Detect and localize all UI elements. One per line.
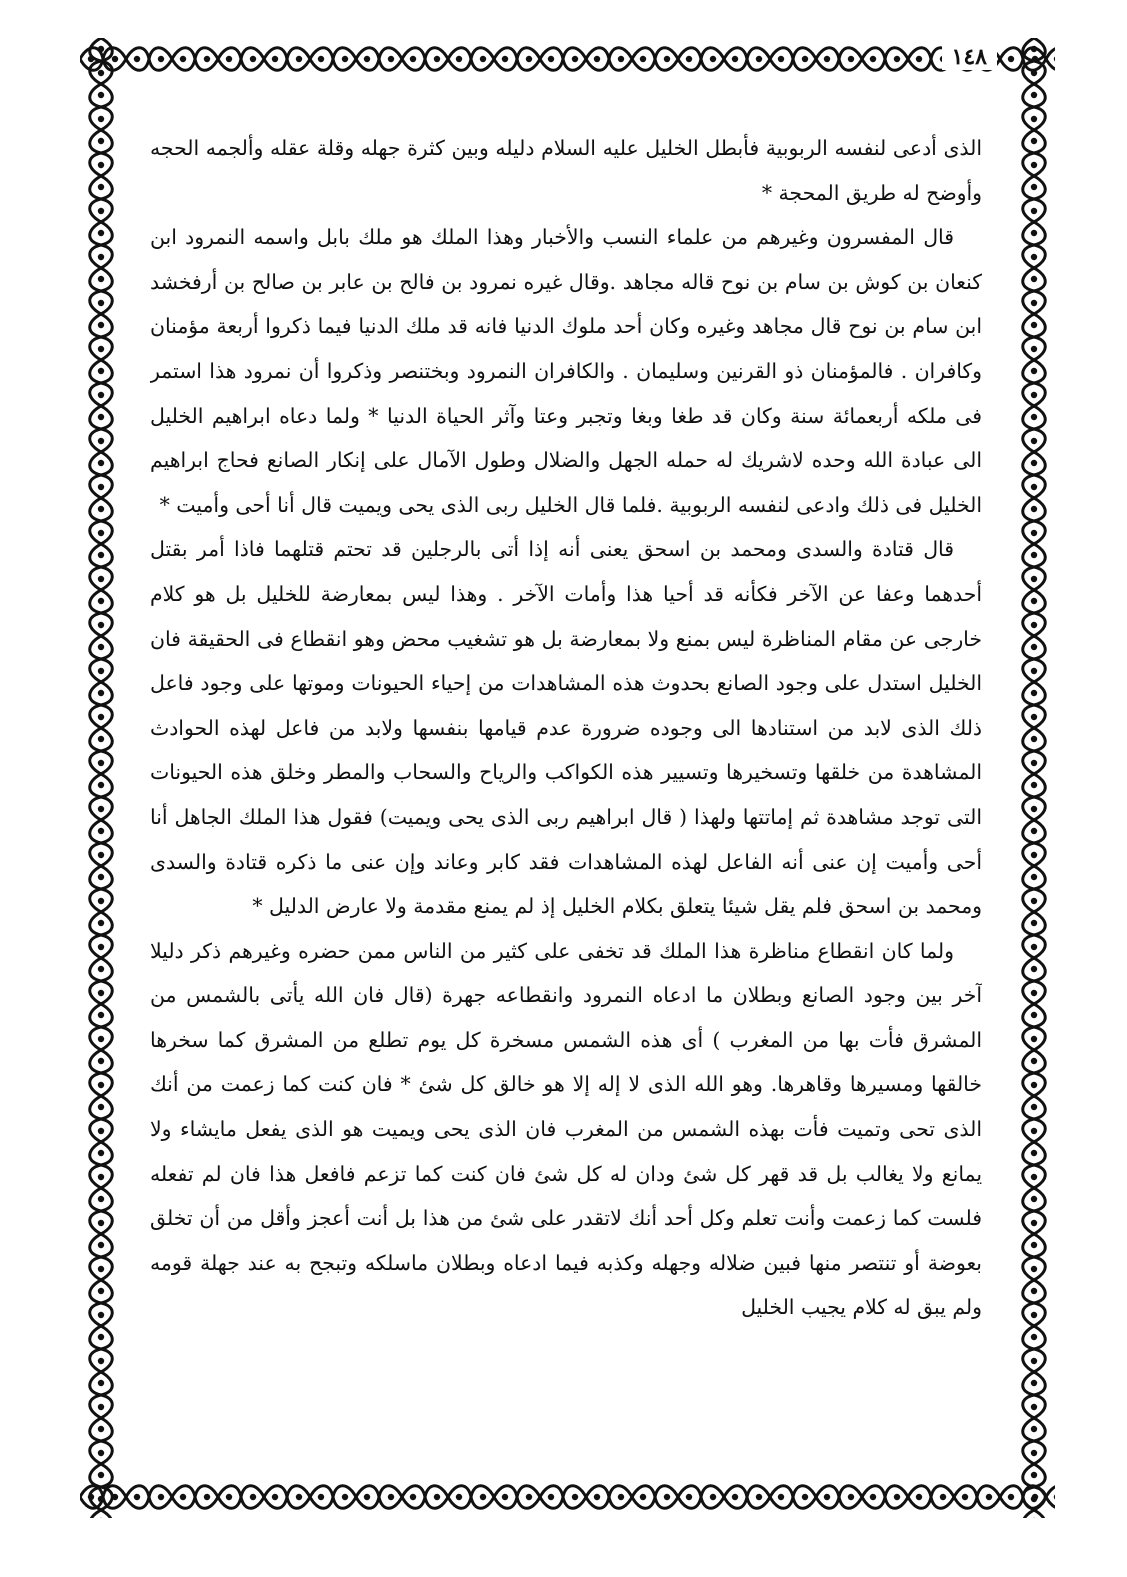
ornamental-border-right <box>1013 38 1055 1518</box>
page-body <box>150 126 982 1466</box>
paragraph: الذى أدعى لنفسه الربوبية فأبطل الخليل عليه السلام دليله وبين كثرة جهله وقلة عقله وألجمه الحجه وأوضح له طريق المحجة * <box>150 136 982 205</box>
ornamental-border-bottom <box>80 1476 1055 1518</box>
paragraph: قال قتادة والسدى ومحمد بن اسحق يعنى أنه إذا أتى بالرجلين قد تحتم قتلهما فاذا أمر بقتل أحدهما وعفا عن الآخر فكأنه قد أحيا هذا وأمات الآخر . وهذا ليس بمعارضة للخليل بل هو كلام خارجى عن مقام المناظرة ليس بمنع ولا بمعارضة بل هو تشغيب محض وهو انقطاع فى الحقيقة فان الخليل استدل على وجود الصانع بحدوث هذه المشاهدات من إحياء الحيونات وموتها على وجود فاعل ذلك الذى لابد من استنادها الى وجوده ضرورة عدم قيامها بنفسها ولابد من فاعل لهذه الحوادث المشاهدة من خلقها وتسخيرها وتسيير هذه الكواكب والرياح والسحاب والمطر وخلق هذه الحيونات التى توجد مشاهدة ثم إماتتها ولهذا ( قال ابراهيم ربى الذى يحى ويميت) فقول هذا الملك الجاهل أنا أحى وأميت إن عنى أنه الفاعل لهذه المشاهدات فقد كابر وعاند وإن عنى ما ذكره قتادة والسدى ومحمد بن اسحق فلم يقل شيئا يتعلق بكلام الخليل إذ لم يمنع مقدمة ولا عارض الدليل * <box>150 537 982 919</box>
paragraph: ولما كان انقطاع مناظرة هذا الملك قد تخفى على كثير من الناس ممن حضره وغيرهم ذكر دليلا آخر بين وجود الصانع وبطلان ما ادعاه النمرود وانقطاعه جهرة (قال فان الله يأتى بالشمس من المشرق فأت بها من المغرب ) أى هذه الشمس مسخرة كل يوم تطلع من المشرق كما سخرها خالقها ومسيرها وقاهرها. وهو الله الذى لا إله إلا هو خالق كل شئ * فان كنت كما زعمت من أنك الذى تحى وتميت فأت بهذه الشمس من المغرب فان الذى يحى ويميت هو الذى يفعل مايشاء ولا يمانع ولا يغالب بل قد قهر كل شئ ودان له كل شئ فان كنت كما تزعم فافعل هذا فان لم تفعله فلست كما زعمت وأنت تعلم وكل أحد أنك لاتقدر على شئ من هذا بل أنت أعجز وأقل من أن تخلق بعوضة أو تنتصر منها فبين ضلاله وجهله وكذبه فيما ادعاه وبطلان ماسلكه وتبجح به عند جهلة قومه ولم يبق له كلام يجيب الخليل <box>150 938 982 1320</box>
paragraph: قال المفسرون وغيرهم من علماء النسب والأخبار وهذا الملك هو ملك بابل واسمه النمرود ابن كنعان بن كوش بن سام بن نوح قاله مجاهد .وقال غيره نمرود بن فالح بن عابر بن صالح بن أرفخشد ابن سام بن نوح قال مجاهد وغيره وكان أحد ملوك الدنيا فانه قد ملك الدنيا فيما ذكروا أربعة مؤمنان وكافران . فالمؤمنان ذو القرنين وسليمان . والكافران النمرود وبختنصر وذكروا أن نمرود هذا استمر فى ملكه أربعمائة سنة وكان قد طغا وبغا وتجبر وعتا وآثر الحياة الدنيا * ولما دعاه ابراهيم الخليل الى عبادة الله وحده لاشريك له حمله الجهل والضلال وطول الآمال على إنكار الصانع فحاج ابراهيم الخليل فى ذلك وادعى لنفسه الربوبية .فلما قال الخليل ربى الذى يحى ويميت قال أنا أحى وأميت * <box>150 225 982 517</box>
page-frame <box>80 38 1055 1518</box>
ornamental-border-top <box>80 38 1055 80</box>
page-number: ١٤٨ <box>942 44 997 70</box>
ornamental-border-left <box>80 38 122 1518</box>
